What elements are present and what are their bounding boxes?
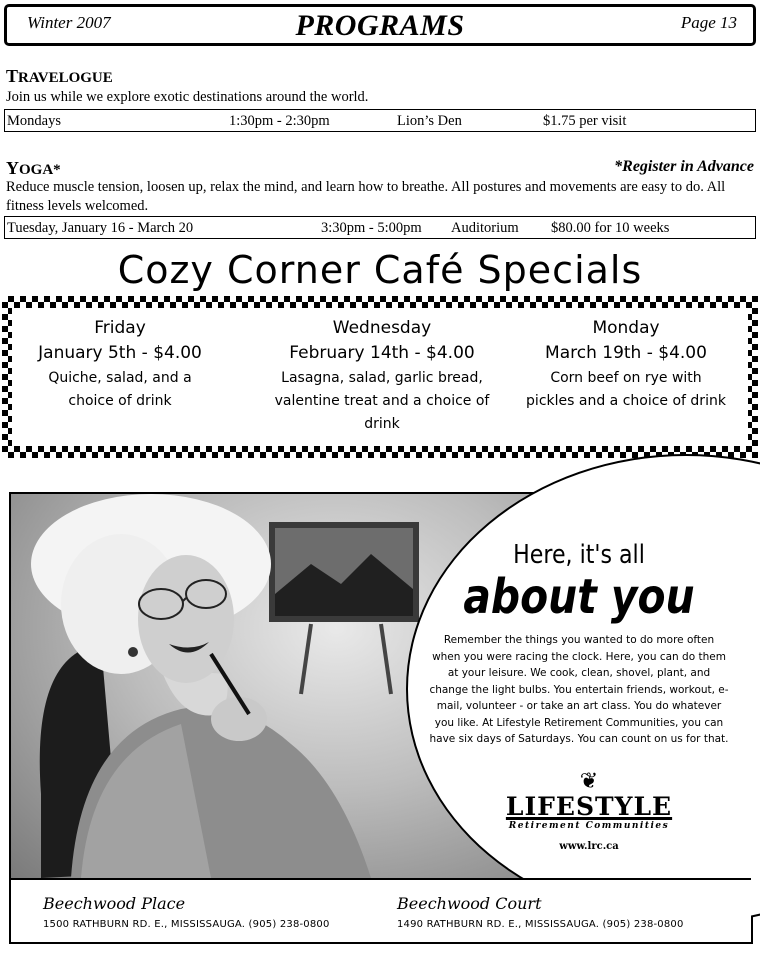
- yoga-location: Auditorium: [451, 220, 519, 236]
- location-beechwood-place: [43, 894, 330, 930]
- travelogue-description: Join us while we explore exotic destinations around the world.: [6, 89, 369, 105]
- travelogue-time: 1:30pm - 2:30pm: [229, 113, 330, 129]
- crest-icon: ❦: [579, 768, 599, 793]
- page-title: PROGRAMS: [295, 9, 465, 42]
- yoga-day: Tuesday, January 16 - March 20: [7, 220, 194, 236]
- special-wednesday: [262, 316, 502, 436]
- special-day: Monday: [592, 318, 660, 338]
- ad-copy: [429, 534, 729, 748]
- special-day: Friday: [94, 318, 146, 338]
- yoga-time: 3:30pm - 5:00pm: [321, 220, 422, 236]
- special-date: February 14th - $4.00: [289, 343, 475, 363]
- lifestyle-advertisement: [9, 492, 753, 944]
- yoga-title: YOGA*: [6, 158, 61, 178]
- special-description: Lasagna, salad, garlic bread, valentine treat and a choice of drink: [274, 370, 490, 432]
- yoga-details: [4, 216, 756, 239]
- logo-subtitle: Retirement Communities: [508, 821, 670, 831]
- travelogue-title: TRAVELOGUE: [6, 66, 113, 86]
- ad-body-text: Remember the things you wanted to do more often when you were racing the clock. Here, you can do them at your leisure. We cook, clean, shovel, plant, and change the light bulbs. You entertain friends, workout, e-mail, volunteer - or take an art class. You do whatever you like. At Lifestyle Retirement Communities, you can have six days of Saturdays. You can count on us for that.: [429, 634, 729, 745]
- yoga-price: $80.00 for 10 weeks: [551, 220, 670, 236]
- location-name: Beechwood Court: [397, 894, 542, 913]
- travelogue-details: [4, 109, 756, 132]
- page-number: Page 13: [680, 13, 737, 32]
- special-description: Quiche, salad, and a choice of drink: [48, 370, 192, 409]
- location-address: 1500 RATHBURN RD. E., MISSISSAUGA. (905) 238-0800: [43, 919, 330, 930]
- cafe-specials-inner: [12, 308, 748, 446]
- cafe-specials-box: [2, 296, 758, 458]
- special-friday: [0, 316, 240, 413]
- yoga-description: Reduce muscle tension, loosen up, relax the mind, and learn how to breathe. All postures and movements are easy to do. All fitness levels welcomed.: [6, 179, 726, 214]
- travelogue-location: Lion’s Den: [397, 113, 462, 129]
- cafe-title: Cozy Corner Café Specials: [117, 248, 643, 292]
- location-address: 1490 RATHBURN RD. E., MISSISSAUGA. (905) 238-0800: [397, 919, 684, 930]
- logo-name: LIFESTYLE: [505, 792, 673, 821]
- register-note: *Register in Advance: [614, 158, 754, 175]
- travelogue-day: Mondays: [7, 113, 61, 129]
- page-header: [4, 4, 756, 46]
- travelogue-price: $1.75 per visit: [543, 113, 627, 129]
- special-date: March 19th - $4.00: [545, 343, 707, 363]
- ad-headline-small: Here, it's all: [513, 540, 645, 570]
- location-name: Beechwood Place: [43, 894, 186, 913]
- special-date: January 5th - $4.00: [38, 343, 202, 363]
- location-beechwood-court: [397, 894, 684, 930]
- ad-locations: [11, 878, 751, 942]
- ad-website: www.lrc.ca: [559, 841, 619, 852]
- lifestyle-logo: [489, 770, 689, 852]
- special-day: Wednesday: [332, 318, 432, 338]
- season-label: Winter 2007: [27, 13, 111, 32]
- special-description: Corn beef on rye with pickles and a choice of drink: [526, 370, 726, 409]
- ad-headline-large: about you: [463, 569, 695, 625]
- special-monday: [506, 316, 746, 413]
